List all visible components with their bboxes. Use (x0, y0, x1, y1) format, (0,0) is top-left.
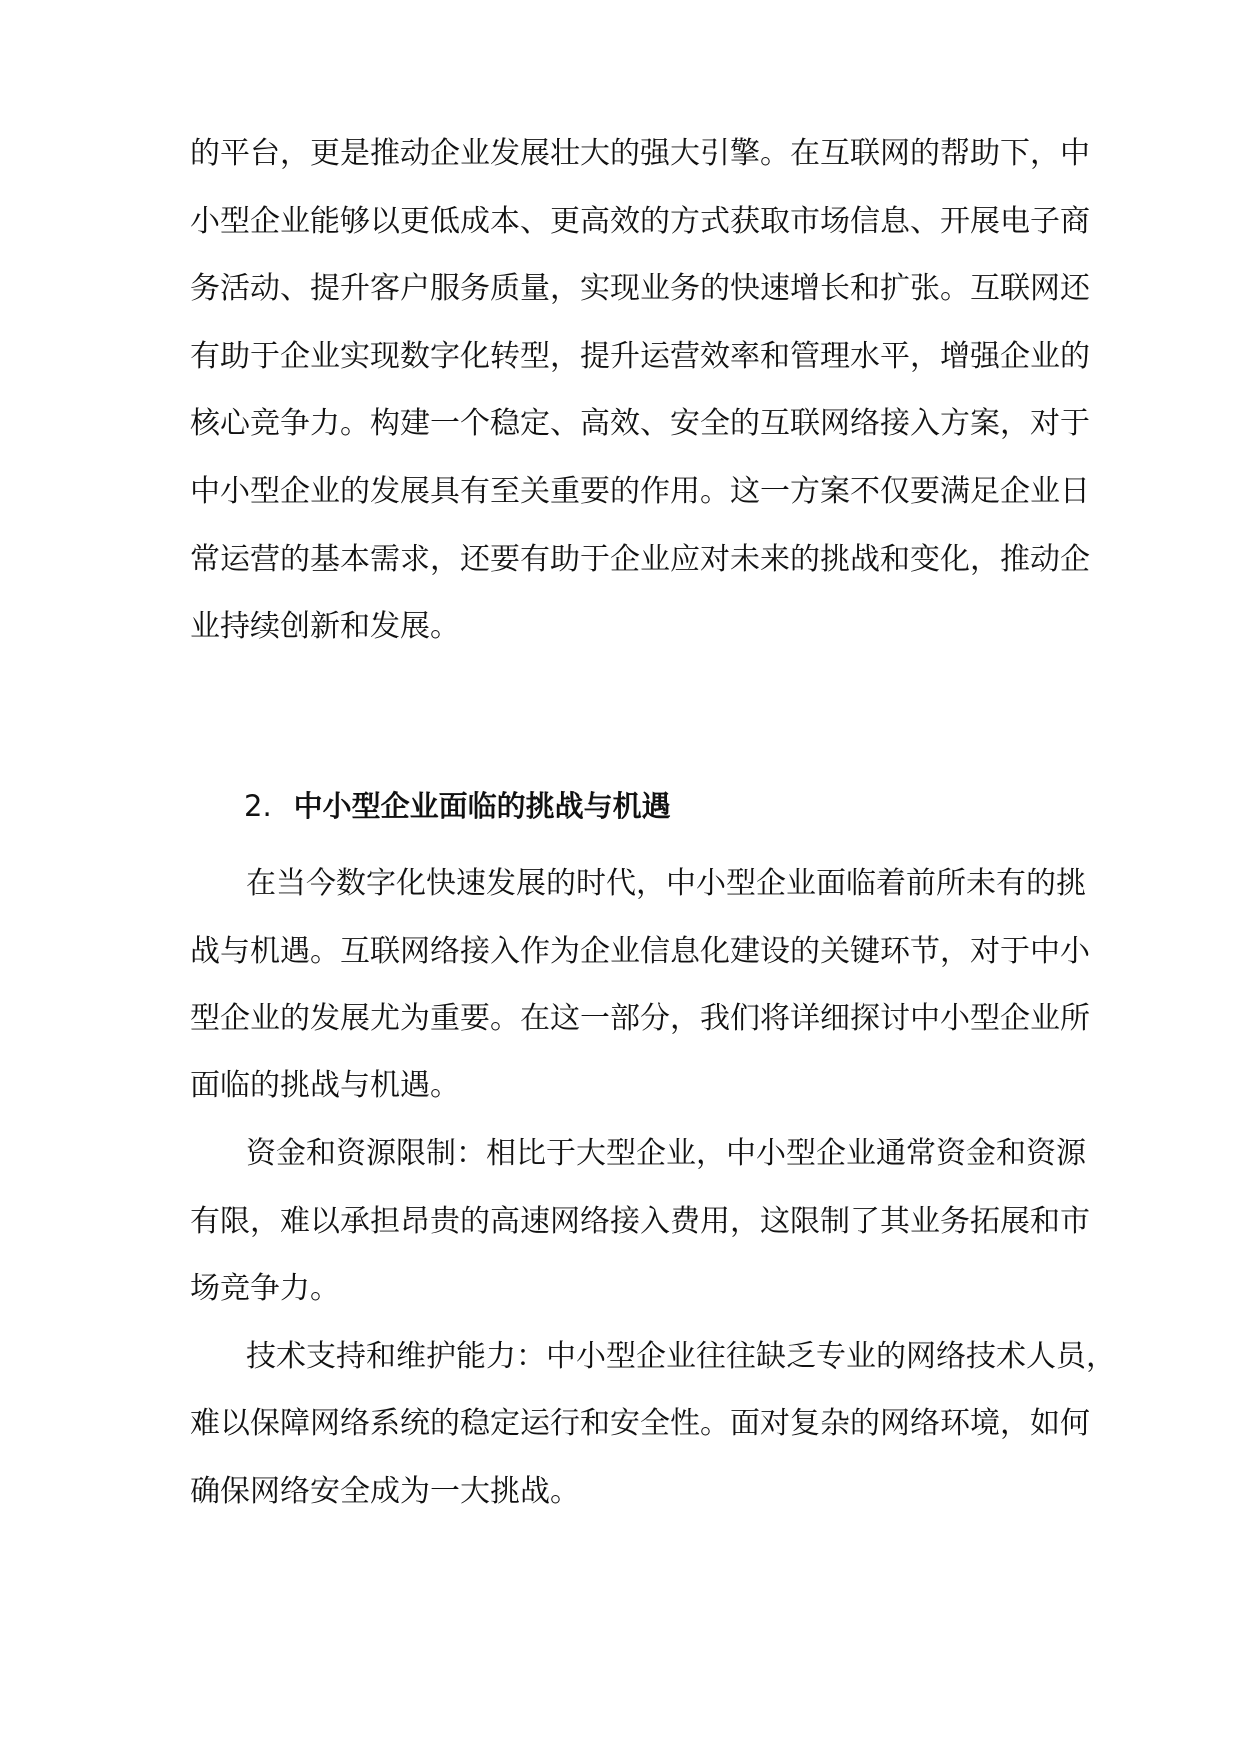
paragraph-line: 资金和资源限制：相比于大型企业，中小型企业通常资金和资源 (246, 1136, 1086, 1171)
paragraph-line: 小型企业能够以更低成本、更高效的方式获取市场信息、开展电子商 (190, 204, 1090, 239)
paragraph-line: 核心竞争力。构建一个稳定、高效、安全的互联网络接入方案，对于 (190, 406, 1090, 441)
section-number: 2. (244, 789, 272, 823)
paragraph-line: 战与机遇。互联网络接入作为企业信息化建设的关键环节，对于中小 (190, 934, 1090, 969)
paragraph-line: 场竞争力。 (190, 1271, 340, 1306)
paragraph-line: 常运营的基本需求，还要有助于企业应对未来的挑战和变化，推动企 (190, 542, 1090, 577)
paragraph-line: 中小型企业的发展具有至关重要的作用。这一方案不仅要满足企业日 (190, 474, 1090, 509)
paragraph-line: 面临的挑战与机遇。 (190, 1068, 460, 1103)
paragraph-line: 有助于企业实现数字化转型，提升运营效率和管理水平，增强企业的 (190, 339, 1090, 374)
paragraph-line: 难以保障网络系统的稳定运行和安全性。面对复杂的网络环境，如何 (190, 1406, 1090, 1441)
paragraph-line: 有限，难以承担昂贵的高速网络接入费用，这限制了其业务拓展和市 (190, 1204, 1090, 1239)
paragraph-line: 技术支持和维护能力：中小型企业往往缺乏专业的网络技术人员， (246, 1339, 1116, 1374)
paragraph-line: 的平台，更是推动企业发展壮大的强大引擎。在互联网的帮助下，中 (190, 136, 1090, 171)
paragraph-line: 务活动、提升客户服务质量，实现业务的快速增长和扩张。互联网还 (190, 271, 1090, 306)
paragraph-line: 型企业的发展尤为重要。在这一部分，我们将详细探讨中小型企业所 (190, 1001, 1090, 1036)
paragraph-line: 确保网络安全成为一大挑战。 (190, 1474, 580, 1509)
section-title: 中小型企业面临的挑战与机遇 (293, 789, 671, 823)
paragraph-line: 在当今数字化快速发展的时代，中小型企业面临着前所未有的挑 (246, 866, 1086, 901)
paragraph-line: 业持续创新和发展。 (190, 609, 460, 644)
section-heading (244, 784, 671, 828)
